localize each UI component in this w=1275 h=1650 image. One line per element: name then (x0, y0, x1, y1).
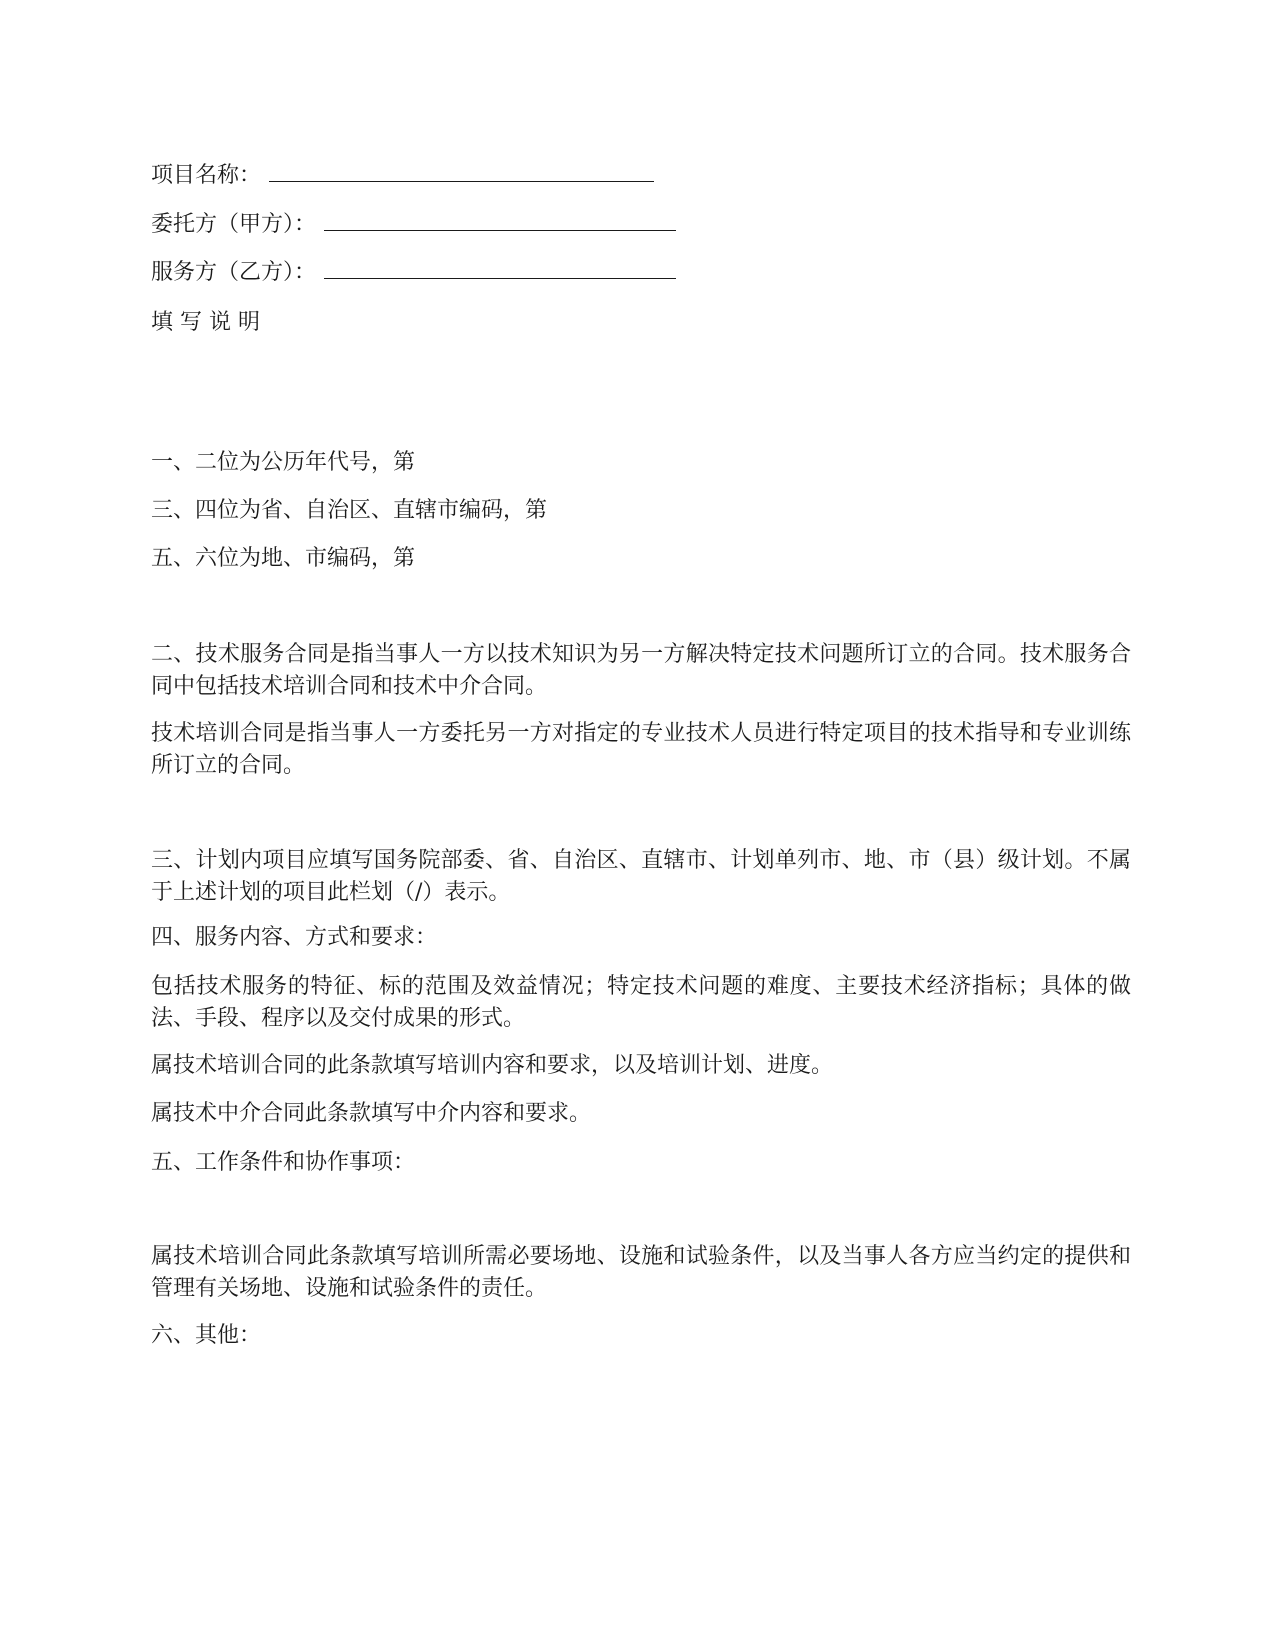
project-name-row (151, 160, 1131, 192)
provider-row (151, 257, 1131, 289)
project-name-blank[interactable] (269, 163, 654, 182)
item2-paragraph1: 二、技术服务合同是指当事人一方以技术知识为另一方解决特定技术问题所订立的合同。技术服务合同中包括技术培训合同和技术中介合同。 (151, 642, 1131, 699)
item5-paragraph1: 属技术培训合同此条款填写培训所需必要场地、设施和试验条件，以及当事人各方应当约定的提供和管理有关场地、设施和试验条件的责任。 (151, 1244, 1131, 1301)
item6-title: 六、其他： (151, 1323, 262, 1348)
item4-title: 四、服务内容、方式和要求： (151, 925, 438, 950)
client-blank[interactable] (324, 212, 676, 231)
project-name-label: 项目名称： (151, 163, 262, 188)
provider-blank[interactable] (324, 260, 676, 279)
client-row (151, 209, 1131, 241)
item1-line1: 一、二位为公历年代号，第 (151, 450, 416, 475)
item4-paragraph2: 属技术培训合同的此条款填写培训内容和要求，以及培训计划、进度。 (151, 1053, 834, 1078)
item1-line3: 五、六位为地、市编码，第 (151, 546, 416, 571)
item3-paragraph1: 三、计划内项目应填写国务院部委、省、自治区、直辖市、计划单列市、地、市（县）级计划。不属于上述计划的项目此栏划（/）表示。 (151, 848, 1131, 905)
item5-title: 五、工作条件和协作事项： (151, 1150, 416, 1175)
provider-label: 服务方（乙方）： (151, 260, 317, 285)
item2-paragraph2: 技术培训合同是指当事人一方委托另一方对指定的专业技术人员进行特定项目的技术指导和专业训练所订立的合同。 (151, 721, 1131, 778)
item4-paragraph1: 包括技术服务的特征、标的范围及效益情况；特定技术问题的难度、主要技术经济指标；具体的做法、手段、程序以及交付成果的形式。 (151, 974, 1131, 1031)
item1-line2: 三、四位为省、自治区、直辖市编码，第 (151, 498, 548, 523)
instructions-title: 填 写 说 明 (151, 310, 260, 335)
client-label: 委托方（甲方）： (151, 212, 317, 237)
item4-paragraph3: 属技术中介合同此条款填写中介内容和要求。 (151, 1101, 592, 1126)
